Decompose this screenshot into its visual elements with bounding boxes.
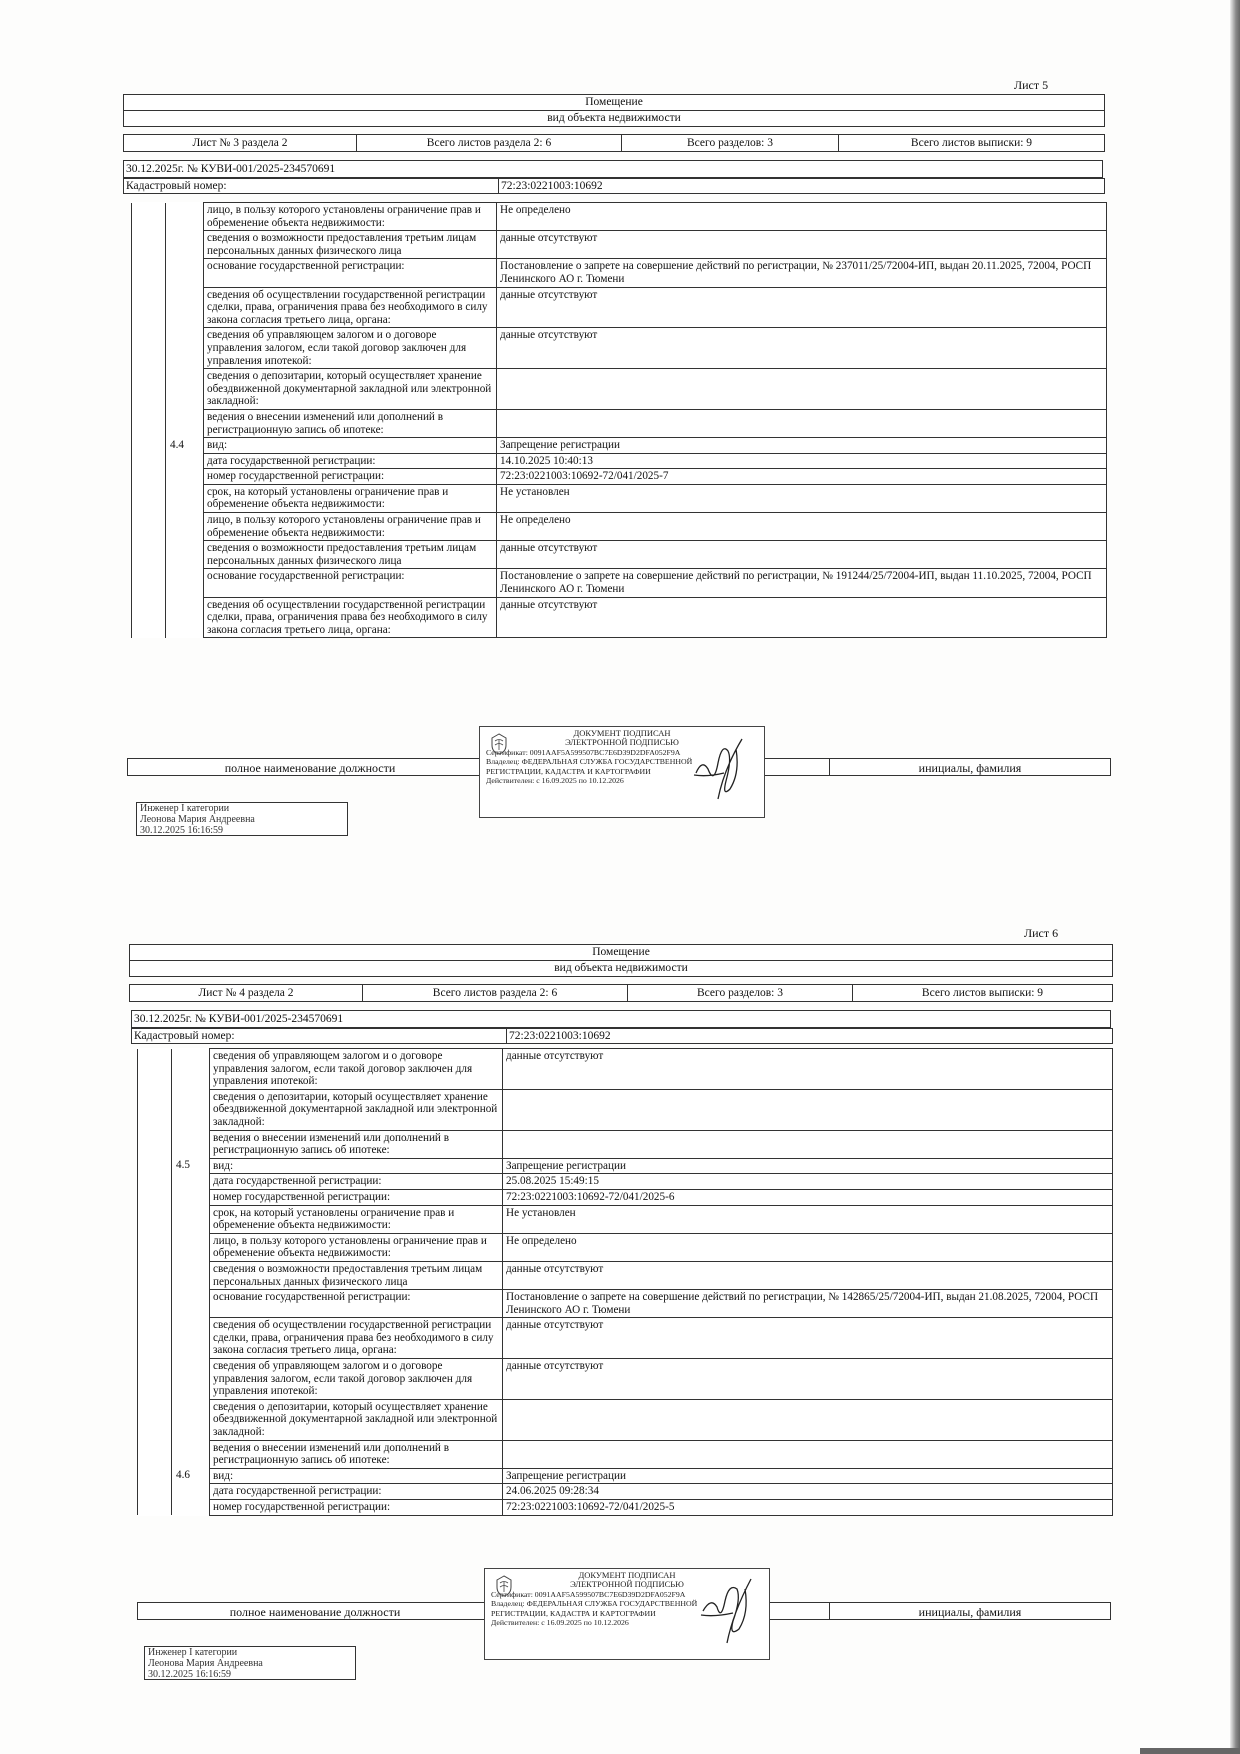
table-row [138,1399,1113,1440]
field-value: данные отсутствуют [503,1359,1113,1400]
sheet-of-section: Лист № 3 раздела 2 [124,135,357,151]
field-value: данные отсутствуют [503,1049,1113,1090]
table-row [138,1205,1113,1233]
entry-number [166,287,204,328]
table-row [132,569,1107,597]
field-label: номер государственной регистрации: [204,469,497,485]
table-row [132,484,1107,512]
field-label: вид: [210,1468,503,1484]
indent-cell [138,1089,172,1130]
indent-cell [132,287,166,328]
table-row [138,1174,1113,1190]
field-label: ведения о внесении изменений или дополнений в регистрационную запись об ипотеке: [210,1440,503,1468]
field-value: данные отсутствуют [497,287,1107,328]
indent-cell [138,1440,172,1468]
indent-cell [138,1261,172,1289]
table-row [132,231,1107,259]
extract-number: 30.12.2025г. № КУВИ-001/2025-234570691 [131,1010,1111,1028]
table-row [132,469,1107,485]
field-value: Не определено [503,1233,1113,1261]
field-value: данные отсутствуют [503,1318,1113,1359]
entry-number [172,1318,210,1359]
entry-number [166,409,204,437]
total-extract-sheets: Всего листов выписки: 9 [921,987,1044,999]
sheet-number: Лист 5 [1014,78,1049,92]
indent-cell [138,1359,172,1400]
field-value [497,369,1107,410]
position-label: полное наименование должности [229,1605,401,1619]
entry-number [172,1233,210,1261]
officer-position: Инженер I категории [148,1647,238,1658]
total-sections: Всего разделов: 3 [628,985,853,1001]
stamp-title-1: ДОКУМЕНТ ПОДПИСАН [578,1570,676,1580]
field-value: Постановление о запрете на совершение действий по регистрации, № 237011/25/72004-ИП, выдан 20.11.2025, 72004, РОСП Ленинского АО г. Тюмени [497,259,1107,287]
field-label: основание государственной регистрации: [204,259,497,287]
field-label: номер государственной регистрации: [210,1189,503,1205]
table-row [132,409,1107,437]
indent-cell [138,1484,172,1500]
indent-cell [132,369,166,410]
object-type-caption: вид объекта недвижимости [554,962,688,974]
field-value: 14.10.2025 10:40:13 [497,453,1107,469]
table-row [138,1189,1113,1205]
field-value: данные отсутствуют [497,328,1107,369]
field-label: сведения о возможности предоставления третьим лицам персональных данных физического лица [210,1261,503,1289]
entry-number [172,1049,210,1090]
table-row [132,513,1107,541]
field-value: 72:23:0221003:10692-72/041/2025-6 [503,1189,1113,1205]
entry-number [166,541,204,569]
field-value [503,1089,1113,1130]
table-row [132,597,1107,638]
table-row [138,1290,1113,1318]
officer-datetime: 30.12.2025 16:16:59 [148,1669,232,1680]
table-row [132,541,1107,569]
indent-cell [132,569,166,597]
table-row [138,1089,1113,1130]
entry-number [166,469,204,485]
entry-number [166,513,204,541]
field-label: срок, на который установлены ограничение прав и обременение объекта недвижимости: [210,1205,503,1233]
handwritten-signature-icon [688,729,758,805]
object-type-caption: вид объекта недвижимости [547,112,681,124]
e-signature-stamp [479,726,765,818]
stamp-owner-1: Владелец: ФЕДЕРАЛЬНАЯ СЛУЖБА ГОСУДАРСТВЕННОЙ [491,1599,698,1609]
officer-name: Леонова Мария Андреевна [140,814,255,825]
cadastral-value: 72:23:0221003:10692 [501,180,603,192]
field-value: 72:23:0221003:10692-72/041/2025-5 [503,1500,1113,1516]
entry-number [166,484,204,512]
table-row [138,1049,1113,1090]
indent-cell [132,231,166,259]
officer-block [144,1646,356,1680]
officer-position: Инженер I категории [140,803,230,814]
entry-number [172,1261,210,1289]
object-type-header [123,94,1105,127]
total-section-sheets: Всего листов раздела 2: 6 [357,135,622,151]
table-row [138,1440,1113,1468]
table-row [138,1158,1113,1174]
field-value: 25.08.2025 15:49:15 [503,1174,1113,1190]
entry-number: 4.4 [166,438,204,454]
indent-cell [132,409,166,437]
field-value: 24.06.2025 09:28:34 [503,1484,1113,1500]
officer-datetime: 30.12.2025 16:16:59 [140,825,224,836]
indent-cell [132,438,166,454]
field-value: Не определено [497,513,1107,541]
entry-number [172,1174,210,1190]
indent-cell [138,1290,172,1318]
field-label: сведения об управляющем залогом и о договоре управления залогом, если такой договор заключен для управления ипотекой: [204,328,497,369]
stamp-owner-2: РЕГИСТРАЦИИ, КАДАСТРА И КАРТОГРАФИИ [486,766,651,776]
object-type: Помещение [124,95,1104,111]
field-label: номер государственной регистрации: [210,1500,503,1516]
field-value: данные отсутствуют [497,597,1107,638]
indent-cell [132,328,166,369]
object-type: Помещение [130,945,1112,961]
table-row [132,369,1107,410]
field-value: данные отсутствуют [497,231,1107,259]
scan-edge [1230,0,1240,1754]
table-row [132,438,1107,454]
cadastral-row [123,178,1105,194]
field-label: сведения о депозитарии, который осуществляет хранение обездвиженной документарной закладной или электронной закладной: [204,369,497,410]
stamp-certificate: Сертификат: 0091AAF5A599507BC7E6D39D2DFA052F9A [491,1589,686,1599]
field-value [503,1130,1113,1158]
initials-label: инициалы, фамилия [918,1605,1022,1619]
position-label: полное наименование должности [224,761,396,775]
table-row [132,287,1107,328]
field-value [503,1399,1113,1440]
entry-number [172,1484,210,1500]
field-label: ведения о внесении изменений или дополнений в регистрационную запись об ипотеке: [210,1130,503,1158]
table-row [132,203,1107,231]
indent-cell [138,1205,172,1233]
indent-cell [132,484,166,512]
field-value: Постановление о запрете на совершение действий по регистрации, № 191244/25/72004-ИП, выдан 11.10.2025, 72004, РОСП Ленинского АО г. Тюмени [497,569,1107,597]
entry-number [166,203,204,231]
field-label: сведения об управляющем залогом и о договоре управления залогом, если такой договор заключен для управления ипотекой: [210,1049,503,1090]
indent-cell [132,597,166,638]
indent-cell [138,1174,172,1190]
table-row [132,453,1107,469]
sheet-of-section: Лист № 4 раздела 2 [130,985,363,1001]
entry-number [166,597,204,638]
handwritten-signature-icon [693,1571,763,1647]
stamp-owner-1: Владелец: ФЕДЕРАЛЬНАЯ СЛУЖБА ГОСУДАРСТВЕННОЙ [486,757,693,767]
field-label: ведения о внесении изменений или дополнений в регистрационную запись об ипотеке: [204,409,497,437]
entry-number [166,259,204,287]
entry-number [166,328,204,369]
field-label: сведения об управляющем залогом и о договоре управления залогом, если такой договор заключен для управления ипотекой: [210,1359,503,1400]
e-signature-stamp [484,1568,770,1660]
indent-cell [132,203,166,231]
officer-block [136,802,348,836]
table-row [138,1500,1113,1516]
field-value [497,409,1107,437]
entry-number [166,369,204,410]
entry-number [166,453,204,469]
indent-cell [132,259,166,287]
table-row [138,1261,1113,1289]
field-value: Запрещение регистрации [497,438,1107,454]
entry-number [172,1205,210,1233]
stamp-certificate: Сертификат: 0091AAF5A599507BC7E6D39D2DFA052F9A [486,747,681,757]
stamp-title-2: ЭЛЕКТРОННОЙ ПОДПИСЬЮ [565,737,679,748]
field-value: данные отсутствуют [503,1261,1113,1289]
indent-cell [132,541,166,569]
field-label: вид: [204,438,497,454]
table-row [138,1233,1113,1261]
field-label: лицо, в пользу которого установлены ограничение прав и обременение объекта недвижимости: [204,203,497,231]
entry-number [172,1089,210,1130]
table-row [132,259,1107,287]
object-type-header [129,944,1113,977]
field-label: лицо, в пользу которого установлены ограничение прав и обременение объекта недвижимости: [204,513,497,541]
field-value: Не определено [497,203,1107,231]
entry-number [172,1500,210,1516]
entry-number [172,1440,210,1468]
field-label: основание государственной регистрации: [210,1290,503,1318]
stamp-title-1: ДОКУМЕНТ ПОДПИСАН [573,728,671,738]
indent-cell [138,1049,172,1090]
coat-of-arms-icon [493,1574,515,1598]
cadastral-label: Кадастровый номер: [132,1029,507,1043]
field-value [503,1440,1113,1468]
extract-number: 30.12.2025г. № КУВИ-001/2025-234570691 [123,160,1103,178]
encumbrance-table [137,1048,1113,1516]
initials-label: инициалы, фамилия [918,761,1022,775]
field-label: дата государственной регистрации: [210,1174,503,1190]
field-label: вид: [210,1158,503,1174]
entry-number [172,1359,210,1400]
table-row [138,1130,1113,1158]
cadastral-label: Кадастровый номер: [124,179,499,193]
indent-cell [138,1158,172,1174]
table-row [138,1359,1113,1400]
cadastral-value: 72:23:0221003:10692 [509,1030,611,1042]
encumbrance-table [131,202,1107,638]
entry-number [172,1189,210,1205]
stamp-owner-2: РЕГИСТРАЦИИ, КАДАСТРА И КАРТОГРАФИИ [491,1608,656,1618]
field-label: сведения о возможности предоставления третьим лицам персональных данных физического лица [204,231,497,259]
field-label: лицо, в пользу которого установлены ограничение прав и обременение объекта недвижимости: [210,1233,503,1261]
field-value: Постановление о запрете на совершение действий по регистрации, № 142865/25/72004-ИП, выдан 21.08.2025, 72004, РОСП Ленинского АО г. Тюмени [503,1290,1113,1318]
entry-number: 4.5 [172,1158,210,1174]
field-label: дата государственной регистрации: [204,453,497,469]
table-row [132,328,1107,369]
total-sections: Всего разделов: 3 [622,135,839,151]
field-label: срок, на который установлены ограничение прав и обременение объекта недвижимости: [204,484,497,512]
field-label: сведения об осуществлении государственной регистрации сделки, права, ограничения права без необходимого в силу закона согласия третьего лица, органа: [210,1318,503,1359]
entry-number [166,231,204,259]
field-label: сведения о депозитарии, который осуществляет хранение обездвиженной документарной закладной или электронной закладной: [210,1399,503,1440]
sheet-meta [123,134,1105,152]
sheet-meta [129,984,1113,1002]
scan-edge-bottom [1140,1748,1240,1754]
sheet-number: Лист 6 [1024,926,1059,940]
officer-name: Леонова Мария Андреевна [148,1658,263,1669]
indent-cell [132,469,166,485]
field-label: сведения об осуществлении государственной регистрации сделки, права, ограничения права без необходимого в силу закона согласия третьего лица, органа: [204,287,497,328]
field-label: дата государственной регистрации: [210,1484,503,1500]
field-value: Запрещение регистрации [503,1468,1113,1484]
indent-cell [138,1189,172,1205]
field-value: Не установлен [503,1205,1113,1233]
table-row [138,1468,1113,1484]
stamp-valid: Действителен: с 16.09.2025 по 10.12.2026 [491,1618,629,1628]
stamp-valid: Действителен: с 16.09.2025 по 10.12.2026 [486,776,624,786]
indent-cell [138,1130,172,1158]
entry-number [166,569,204,597]
cadastral-row [131,1028,1113,1044]
field-value: Не установлен [497,484,1107,512]
entry-number [172,1399,210,1440]
total-section-sheets: Всего листов раздела 2: 6 [363,985,628,1001]
table-row [138,1318,1113,1359]
indent-cell [138,1233,172,1261]
indent-cell [138,1500,172,1516]
stamp-title-2: ЭЛЕКТРОННОЙ ПОДПИСЬЮ [570,1579,684,1590]
table-row [138,1484,1113,1500]
entry-number [172,1130,210,1158]
entry-number [172,1290,210,1318]
field-value: данные отсутствуют [497,541,1107,569]
coat-of-arms-icon [488,732,510,756]
indent-cell [138,1318,172,1359]
field-label: сведения о возможности предоставления третьим лицам персональных данных физического лица [204,541,497,569]
field-label: основание государственной регистрации: [204,569,497,597]
indent-cell [132,453,166,469]
field-value: Запрещение регистрации [503,1158,1113,1174]
field-value: 72:23:0221003:10692-72/041/2025-7 [497,469,1107,485]
indent-cell [132,513,166,541]
field-label: сведения о депозитарии, который осуществляет хранение обездвиженной документарной закладной или электронной закладной: [210,1089,503,1130]
indent-cell [138,1399,172,1440]
total-extract-sheets: Всего листов выписки: 9 [910,137,1033,149]
indent-cell [138,1468,172,1484]
field-label: сведения об осуществлении государственной регистрации сделки, права, ограничения права без необходимого в силу закона согласия третьего лица, органа: [204,597,497,638]
entry-number: 4.6 [172,1468,210,1484]
